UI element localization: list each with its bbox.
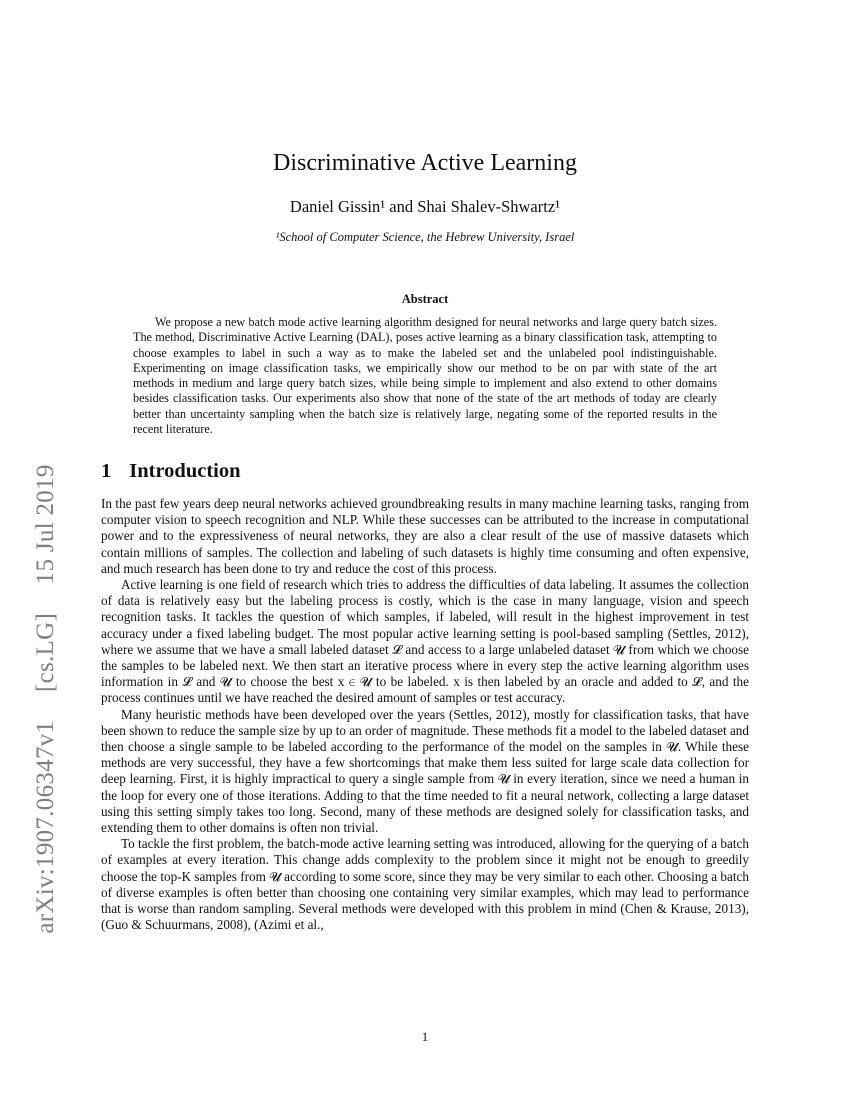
- paper-authors: Daniel Gissin¹ and Shai Shalev-Shwartz¹: [289, 197, 561, 216]
- arxiv-category: [cs.LG]: [32, 612, 59, 693]
- paragraph: Active learning is one field of research which tries to address the difficulties of data labeling. It assumes the collection of data is relatively easy but the labeling process is costly, which is the case in many language, vision and speech recognition tasks. It tackles the question of which samples, if labeled, will result in the highest improvement in test accuracy under a fixed labeling budget. The most popular active learning setting is pool-based sampling (Settles, 2012), where we assume that we have a small labeled dataset 𝓛 and access to a large unlabeled dataset 𝓤 from which we choose the samples to be labeled next. We then start an iterative process where in every step the active learning algorithm uses information in 𝓛 and 𝓤 to choose the best x ∈ 𝓤 to be labeled. x is then labeled by an oracle and added to 𝓛, and the process continues until we have reached the desired amount of samples or test accuracy.: [101, 577, 749, 706]
- section-body: [101, 496, 749, 933]
- paragraph: In the past few years deep neural networks achieved groundbreaking results in many machine learning tasks, ranging from computer vision to speech recognition and NLP. While these successes can be attributed to the increase in computational power and to the expressiveness of neural networks, they are also a clear result of the use of massive datasets which contain millions of samples. The collection and labeling of such datasets is highly time consuming and often expensive, and much research has been done to try and reduce the cost of this process.: [101, 496, 749, 576]
- paragraph: To tackle the first problem, the batch-mode active learning setting was introduced, allowing for the querying of a batch of examples at every iteration. This change adds complexity to the problem since it might not be enough to greedily choose the top-K samples from 𝓤 according to some score, since they may be very similar to each other. Choosing a batch of diverse examples is often better than choosing one containing very similar examples, which may lead to performance that is worse than random sampling. Several methods were developed with this problem in mind (Chen & Krause, 2013), (Guo & Schuurmans, 2008), (Azimi et al.,: [101, 836, 749, 933]
- section-title: Introduction: [129, 460, 241, 482]
- arxiv-sidebar-stamp: [32, 442, 60, 933]
- section-heading: [101, 460, 241, 483]
- arxiv-date: 15 Jul 2019: [32, 464, 59, 585]
- page-number: 1: [421, 1029, 429, 1044]
- paper-affiliation: ¹School of Computer Science, the Hebrew University, Israel: [275, 230, 575, 244]
- paper-title: Discriminative Active Learning: [273, 150, 577, 176]
- paragraph: Many heuristic methods have been developed over the years (Settles, 2012), mostly for classification tasks, that have been shown to reduce the sample size by up to an order of magnitude. These methods fit a model to the labeled dataset and then choose a single sample to be labeled according to the performance of the model on the samples in 𝓤. While these methods are very successful, they have a few shortcomings that make them less suited for large scale data collection for deep learning. First, it is highly impractical to query a single sample from 𝓤 in every iteration, since we need a human in the loop for every one of those iterations. Adding to that the time needed to fit a neural network, collecting a large dataset using this setting simply takes too long. Second, many of these methods are designed solely for classification tasks, and extending them to other domains is often non trivial.: [101, 706, 749, 836]
- arxiv-id: arXiv:1907.06347v1: [32, 720, 59, 934]
- abstract-heading: Abstract: [401, 292, 449, 306]
- section-number: 1: [101, 460, 112, 482]
- abstract-text: We propose a new batch mode active learning algorithm designed for neural networks and large query batch sizes. The method, Discriminative Active Learning (DAL), poses active learning as a binary classification task, attempting to choose examples to label in such a way as to make the labeled set and the unlabeled pool indistinguishable. Experimenting on image classification tasks, we empirically show our method to be on par with state of the art methods in medium and large query batch sizes, while being simple to implement and also extend to other domains besides classification tasks. Our experiments also show that none of the state of the art methods of today are clearly better than uncertainty sampling when the batch size is relatively large, negating some of the reported results in the recent literature.: [133, 315, 717, 437]
